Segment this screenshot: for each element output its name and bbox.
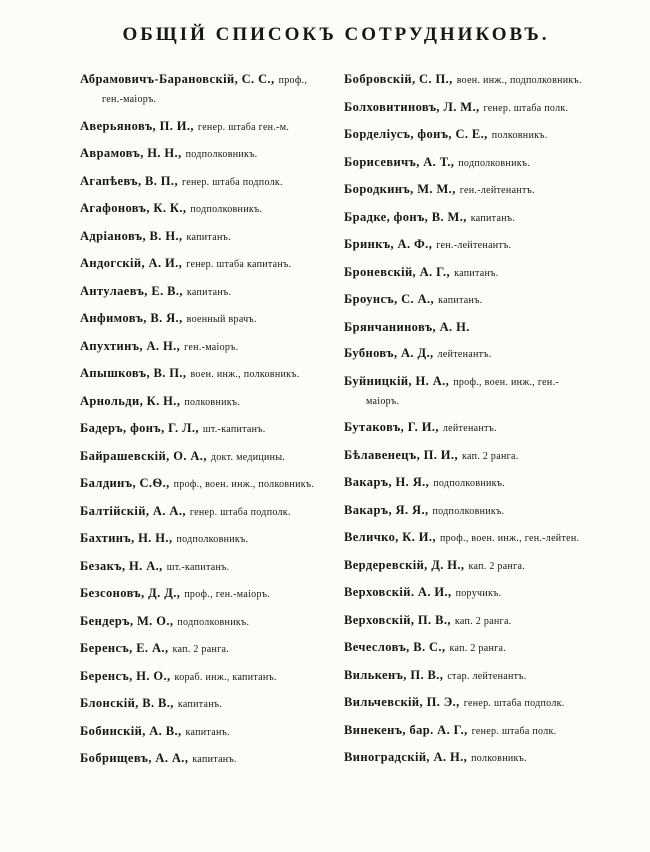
entry-name: Аверьяновъ, П. И., bbox=[80, 118, 194, 133]
list-entry bbox=[80, 117, 328, 136]
list-entry bbox=[80, 502, 328, 521]
list-entry bbox=[80, 612, 328, 631]
entry-rank: полковникъ. bbox=[471, 753, 527, 764]
list-entry bbox=[344, 611, 592, 630]
list-entry bbox=[344, 501, 592, 520]
entry-name: Бубновъ, А. Д., bbox=[344, 346, 434, 360]
list-entry bbox=[344, 638, 592, 657]
list-entry bbox=[344, 98, 592, 117]
list-entry bbox=[80, 144, 328, 163]
entry-rank: шт.-капитанъ. bbox=[202, 424, 266, 435]
entry-name: Апухтинъ, А. Н., bbox=[80, 338, 181, 353]
entry-name: Байрашевскій, О. А., bbox=[80, 448, 207, 463]
list-entry bbox=[80, 227, 328, 246]
list-entry bbox=[344, 556, 592, 575]
list-entry bbox=[344, 418, 592, 437]
entry-name: Броунсъ, С. А., bbox=[344, 292, 435, 306]
list-entry bbox=[344, 125, 592, 144]
entry-name: Виноградскій, А. Н., bbox=[344, 750, 468, 764]
entry-rank: кап. 2 ранга. bbox=[468, 560, 526, 572]
list-entry bbox=[80, 722, 328, 741]
entry-rank: подполковникъ. bbox=[177, 616, 250, 628]
entry-name: Бобровскій, С. П., bbox=[344, 72, 453, 86]
entry-name: Вердеревскій, Д. Н., bbox=[344, 557, 465, 572]
entry-rank: генер. штаба полк. bbox=[471, 725, 557, 737]
entry-name: Борделіусъ, фонъ, С. Е., bbox=[344, 127, 488, 141]
list-entry bbox=[80, 309, 328, 328]
list-entry bbox=[80, 667, 328, 686]
list-entry bbox=[80, 529, 328, 548]
entry-name: Вилькенъ, П. В., bbox=[344, 667, 444, 682]
entry-name: Агапѣевъ, В. П., bbox=[80, 173, 178, 188]
list-entry bbox=[344, 583, 592, 602]
entry-name: Апышковъ, В. П., bbox=[80, 366, 187, 380]
entry-name: Адріановъ, В. Н., bbox=[80, 228, 183, 243]
entry-name: Бобинскій, А. В., bbox=[80, 723, 182, 738]
list-entry bbox=[344, 70, 592, 89]
list-entry bbox=[80, 447, 328, 466]
entry-name: Броневскій, А. Г., bbox=[344, 264, 451, 279]
entry-rank: подполковникъ. bbox=[433, 478, 506, 489]
entry-rank: подполковникъ. bbox=[432, 505, 505, 517]
entry-rank: воен. инж., подполковникъ. bbox=[456, 75, 582, 86]
entry-name: Бахтинъ, Н. Н., bbox=[80, 531, 173, 545]
entry-rank: генер. штаба ген.-м. bbox=[197, 121, 290, 133]
entry-name: Вакаръ, Н. Я., bbox=[344, 475, 430, 489]
list-entry bbox=[344, 372, 592, 410]
entry-rank: стар. лейтенантъ. bbox=[447, 670, 527, 682]
entry-rank: проф., воен. инж., ген.-лейтен. bbox=[439, 533, 580, 544]
entry-name: Безакъ, Н. А., bbox=[80, 558, 163, 573]
entry-name: Вечесловъ, В. С., bbox=[344, 640, 446, 654]
list-entry bbox=[80, 254, 328, 273]
list-entry bbox=[344, 153, 592, 172]
entry-name: Бутаковъ, Г. И., bbox=[344, 420, 439, 434]
list-entry bbox=[80, 749, 328, 768]
entry-rank: подполковникъ. bbox=[458, 157, 531, 169]
entry-name: Бендеръ, М. О., bbox=[80, 613, 174, 628]
page-title: ОБЩІЙ СПИСОКЪ СОТРУДНИКОВЪ. bbox=[122, 24, 550, 45]
list-entry bbox=[344, 318, 592, 336]
contributor-list bbox=[80, 70, 592, 777]
entry-rank: кап. 2 ранга. bbox=[172, 644, 230, 655]
entry-rank: капитанъ. bbox=[186, 286, 232, 298]
entry-name: Величко, К. И., bbox=[344, 530, 436, 544]
list-entry bbox=[344, 721, 592, 740]
list-entry bbox=[80, 172, 328, 191]
entry-rank: ген.-маіоръ. bbox=[184, 341, 239, 353]
entry-name: Аврамовъ, Н. Н., bbox=[80, 146, 182, 160]
entry-rank: генер. штаба полк. bbox=[483, 102, 569, 114]
list-entry bbox=[344, 344, 592, 363]
entry-rank: капитанъ. bbox=[192, 754, 237, 765]
list-entry bbox=[344, 666, 592, 685]
list-entry bbox=[80, 694, 328, 713]
entry-rank: проф., ген.-маіоръ. bbox=[102, 75, 308, 105]
entry-name: Бѣлавенецъ, П. И., bbox=[344, 447, 458, 462]
entry-name: Арнольди, К. Н., bbox=[80, 393, 181, 408]
entry-name: Анфимовъ, В. Я., bbox=[80, 311, 183, 325]
entry-name: Антулаевъ, Е. В., bbox=[80, 283, 183, 298]
entry-name: Бадеръ, фонъ, Г. Л., bbox=[80, 421, 199, 435]
entry-name: Брянчаниновъ, А. Н. bbox=[344, 319, 470, 334]
list-entry bbox=[344, 748, 592, 767]
entry-rank: кап. 2 ранга. bbox=[461, 450, 519, 462]
entry-name: Верховскій. А. И., bbox=[344, 585, 452, 599]
list-entry bbox=[344, 693, 592, 712]
entry-rank: ген.-лейтенантъ. bbox=[459, 185, 535, 196]
entry-name: Бринкъ, А. Ф., bbox=[344, 237, 433, 251]
entry-rank: лейтенантъ. bbox=[442, 423, 497, 434]
entry-name: Абрамовичъ-Барановскій, С. С., bbox=[80, 72, 275, 86]
entry-rank: военный врачъ. bbox=[186, 314, 257, 325]
list-entry bbox=[344, 446, 592, 465]
entry-name: Бобрищевъ, А. А., bbox=[80, 751, 189, 765]
entry-name: Буйницкій, Н. А., bbox=[344, 373, 450, 388]
column-left bbox=[80, 70, 328, 777]
list-entry bbox=[344, 473, 592, 492]
entry-rank: ген.-лейтенантъ. bbox=[436, 240, 512, 251]
entry-rank: полковникъ. bbox=[491, 130, 548, 141]
entry-rank: проф., ген.-маіоръ. bbox=[184, 589, 271, 600]
list-entry bbox=[80, 474, 328, 493]
entry-rank: генер. штаба подполк. bbox=[463, 698, 565, 709]
entry-rank: капитанъ. bbox=[454, 267, 499, 279]
column-right bbox=[344, 70, 592, 777]
list-entry bbox=[80, 282, 328, 301]
list-entry bbox=[80, 364, 328, 383]
entry-rank: капитанъ. bbox=[185, 726, 230, 738]
entry-name: Вакаръ, Я. Я., bbox=[344, 502, 429, 517]
entry-rank: воен. инж., полковникъ. bbox=[190, 369, 300, 380]
entry-name: Беренсъ, Е. А., bbox=[80, 641, 169, 655]
entry-name: Балтійскій, А. А., bbox=[80, 503, 186, 518]
entry-rank: кап. 2 ранга. bbox=[454, 615, 512, 627]
list-entry bbox=[344, 263, 592, 282]
entry-rank: капитанъ. bbox=[177, 699, 223, 710]
entry-rank: капитанъ. bbox=[438, 295, 483, 306]
entry-rank: подполковникъ. bbox=[176, 534, 249, 545]
entry-rank: кап. 2 ранга. bbox=[449, 643, 507, 654]
entry-rank: кораб. инж., капитанъ. bbox=[174, 671, 277, 683]
entry-rank: подполковникъ. bbox=[185, 149, 258, 160]
list-entry bbox=[80, 639, 328, 658]
list-entry bbox=[80, 392, 328, 411]
entry-name: Балдинъ, С.Ѳ., bbox=[80, 476, 170, 490]
entry-name: Агафоновъ, К. К., bbox=[80, 201, 187, 215]
entry-rank: проф., воен. инж., полковникъ. bbox=[173, 479, 315, 490]
entry-name: Борисевичъ, А. Т., bbox=[344, 154, 455, 169]
list-entry bbox=[80, 557, 328, 576]
list-entry bbox=[344, 235, 592, 254]
list-entry bbox=[344, 528, 592, 547]
entry-rank: полковникъ. bbox=[184, 396, 241, 408]
entry-name: Винекенъ, бар. А. Г., bbox=[344, 722, 468, 737]
entry-rank: проф., воен. инж., ген.-маіоръ. bbox=[366, 376, 560, 407]
entry-name: Верховскій, П. В., bbox=[344, 612, 451, 627]
entry-rank: генер. штаба капитанъ. bbox=[186, 259, 292, 270]
entry-name: Блонскій, В. В., bbox=[80, 696, 174, 710]
entry-rank: поручикъ. bbox=[455, 588, 502, 599]
entry-name: Брадке, фонъ, В. М., bbox=[344, 209, 467, 224]
list-entry bbox=[80, 419, 328, 438]
list-entry bbox=[344, 180, 592, 199]
entry-name: Болховитиновъ, Л. М., bbox=[344, 99, 480, 114]
entry-rank: генер. штаба подполк. bbox=[189, 506, 291, 518]
entry-name: Вильчевскій, П. Э., bbox=[344, 695, 460, 709]
list-entry bbox=[80, 199, 328, 218]
list-entry bbox=[344, 290, 592, 309]
list-entry bbox=[80, 70, 328, 108]
list-entry bbox=[80, 584, 328, 603]
list-entry bbox=[344, 208, 592, 227]
entry-name: Безсоновъ, Д. Д., bbox=[80, 586, 181, 600]
entry-rank: генер. штаба подполк. bbox=[181, 176, 283, 188]
entry-rank: докт. медицины. bbox=[210, 451, 286, 463]
entry-rank: шт.-капитанъ. bbox=[166, 561, 230, 573]
entry-name: Андогскій, А. И., bbox=[80, 256, 183, 270]
entry-rank: капитанъ. bbox=[186, 231, 231, 243]
entry-rank: подполковникъ. bbox=[190, 204, 263, 215]
entry-rank: лейтенантъ. bbox=[437, 349, 492, 360]
entry-name: Беренсъ, Н. О., bbox=[80, 668, 171, 683]
entry-rank: капитанъ. bbox=[470, 212, 516, 224]
entry-name: Бородкинъ, М. М., bbox=[344, 182, 456, 196]
list-entry bbox=[80, 337, 328, 356]
